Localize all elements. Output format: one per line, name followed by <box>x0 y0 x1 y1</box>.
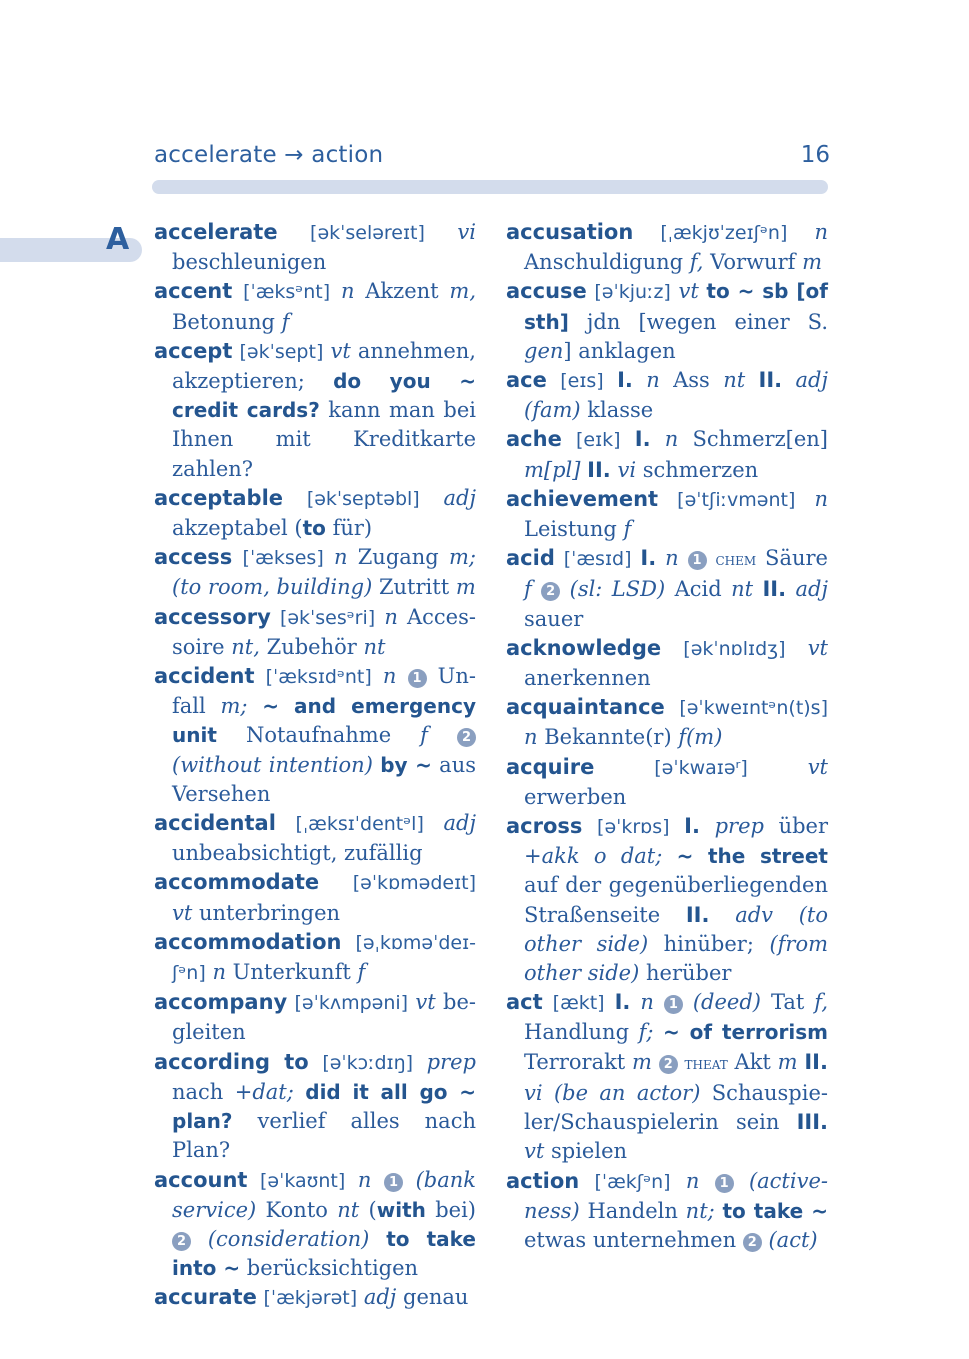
header-rule <box>152 180 828 194</box>
letter-tab: A <box>106 222 130 257</box>
running-head: accelerate → action <box>154 142 384 168</box>
entry-acceptable: acceptable [əkˈseptəbl] adj akzeptabel (to für) <box>154 485 476 541</box>
entry-ache: ache [eɪk] I. n Schmerz[en] m[pl] II. vi schmerzen <box>506 427 828 482</box>
entry-acid: acid [ˈæsɪd] I. n 1 chem Säure f 2 (sl: LSD) Acid nt II. adj sauer <box>506 546 828 631</box>
entry-acquire: acquire [əˈkwaɪəʳ] vt erwerben <box>506 754 828 809</box>
entry-acknowledge: acknowledge [əkˈnɒlɪdʒ] vt anerkennen <box>506 635 828 691</box>
column-left <box>154 218 476 1314</box>
entry-accusation: accusation [ˌækjʊˈzeɪʃᵊn] n Anschuldigung f, Vorwurf m <box>506 220 828 275</box>
entry-access: access [ˈækses] n Zugang m; (to room, building) Zutritt m <box>154 545 476 600</box>
entry-action: action [ˈækʃᵊn] n 1 (activeness) Handeln nt; to take ~ etwas unternehmen 2 (act) <box>506 1168 828 1252</box>
entry-accident: accident [ˈæksɪdᵊnt] n 1 Unfall m; ~ and emergency unit Notaufnahme f 2 (without intention) by ~ aus Versehen <box>154 664 477 806</box>
entry-account: account [əˈkaʊnt] n 1 (bank service) Konto nt (with bei) 2 (consideration) to take into ~ berücksichtigen <box>154 1167 476 1281</box>
entry-acquaintance: acquaintance [əˈkweɪntᵊn(t)s] n Bekannte(r) f(m) <box>506 695 828 750</box>
entry-according-to: according to [əˈkɔːdɪŋ] prep nach +dat; did it all go ~ plan? verlief alles nach Plan? <box>154 1049 476 1163</box>
entry-accommodate: accommodate [əˈkɒmədeɪt] vt unterbringen <box>154 870 476 925</box>
entry-accelerate: accelerate [əkˈseləreɪt] vi beschleunigen <box>154 220 476 275</box>
entry-accidental: accidental [ˌæksɪˈdentᵊl] adj unbeabsichtigt, zufällig <box>154 811 476 866</box>
entry-act: act [ækt] I. n 1 (deed) Tat f, Handlung f; ~ of terrorism Terrorakt m 2 theat Akt m II. vi (be an actor) Schauspieler/Schauspielerin sein III. vt spielen <box>506 990 828 1164</box>
entry-accurate: accurate [ˈækjərət] adj genau <box>154 1285 469 1310</box>
entry-accept: accept [əkˈsept] vt annehmen, akzeptieren; do you ~ credit cards? kann man bei Ihnen mit Kreditkarte zahlen? <box>154 338 476 481</box>
page-number: 16 <box>800 142 830 168</box>
entry-achievement: achievement [əˈtʃiːvmənt] n Leistung f <box>506 486 828 542</box>
column-right <box>506 218 828 1255</box>
entry-accuse: accuse [əˈkjuːz] vt to ~ sb [of sth] jdn [wegen einer S. gen] anklagen <box>506 279 828 363</box>
entry-across: across [əˈkrɒs] I. prep über +akk o dat; ~ the street auf der gegenüberliegenden Straßenseite II. adv (to other side) hinüber; (from other side) herüber <box>506 814 828 986</box>
entry-accent: accent [ˈæksᵊnt] n Akzent m, Betonung f <box>154 279 476 334</box>
entry-accompany: accompany [əˈkʌmpəni] vt begleiten <box>154 990 476 1045</box>
entry-ace: ace [eɪs] I. n Ass nt II. adj (fam) klasse <box>506 368 828 423</box>
entry-accessory: accessory [əkˈsesᵊri] n Accessoire nt, Zubehör nt <box>154 604 476 659</box>
entry-accommodation: accommodation [əˌkɒməˈdeɪʃᵊn] n Unterkunft f <box>154 929 476 985</box>
